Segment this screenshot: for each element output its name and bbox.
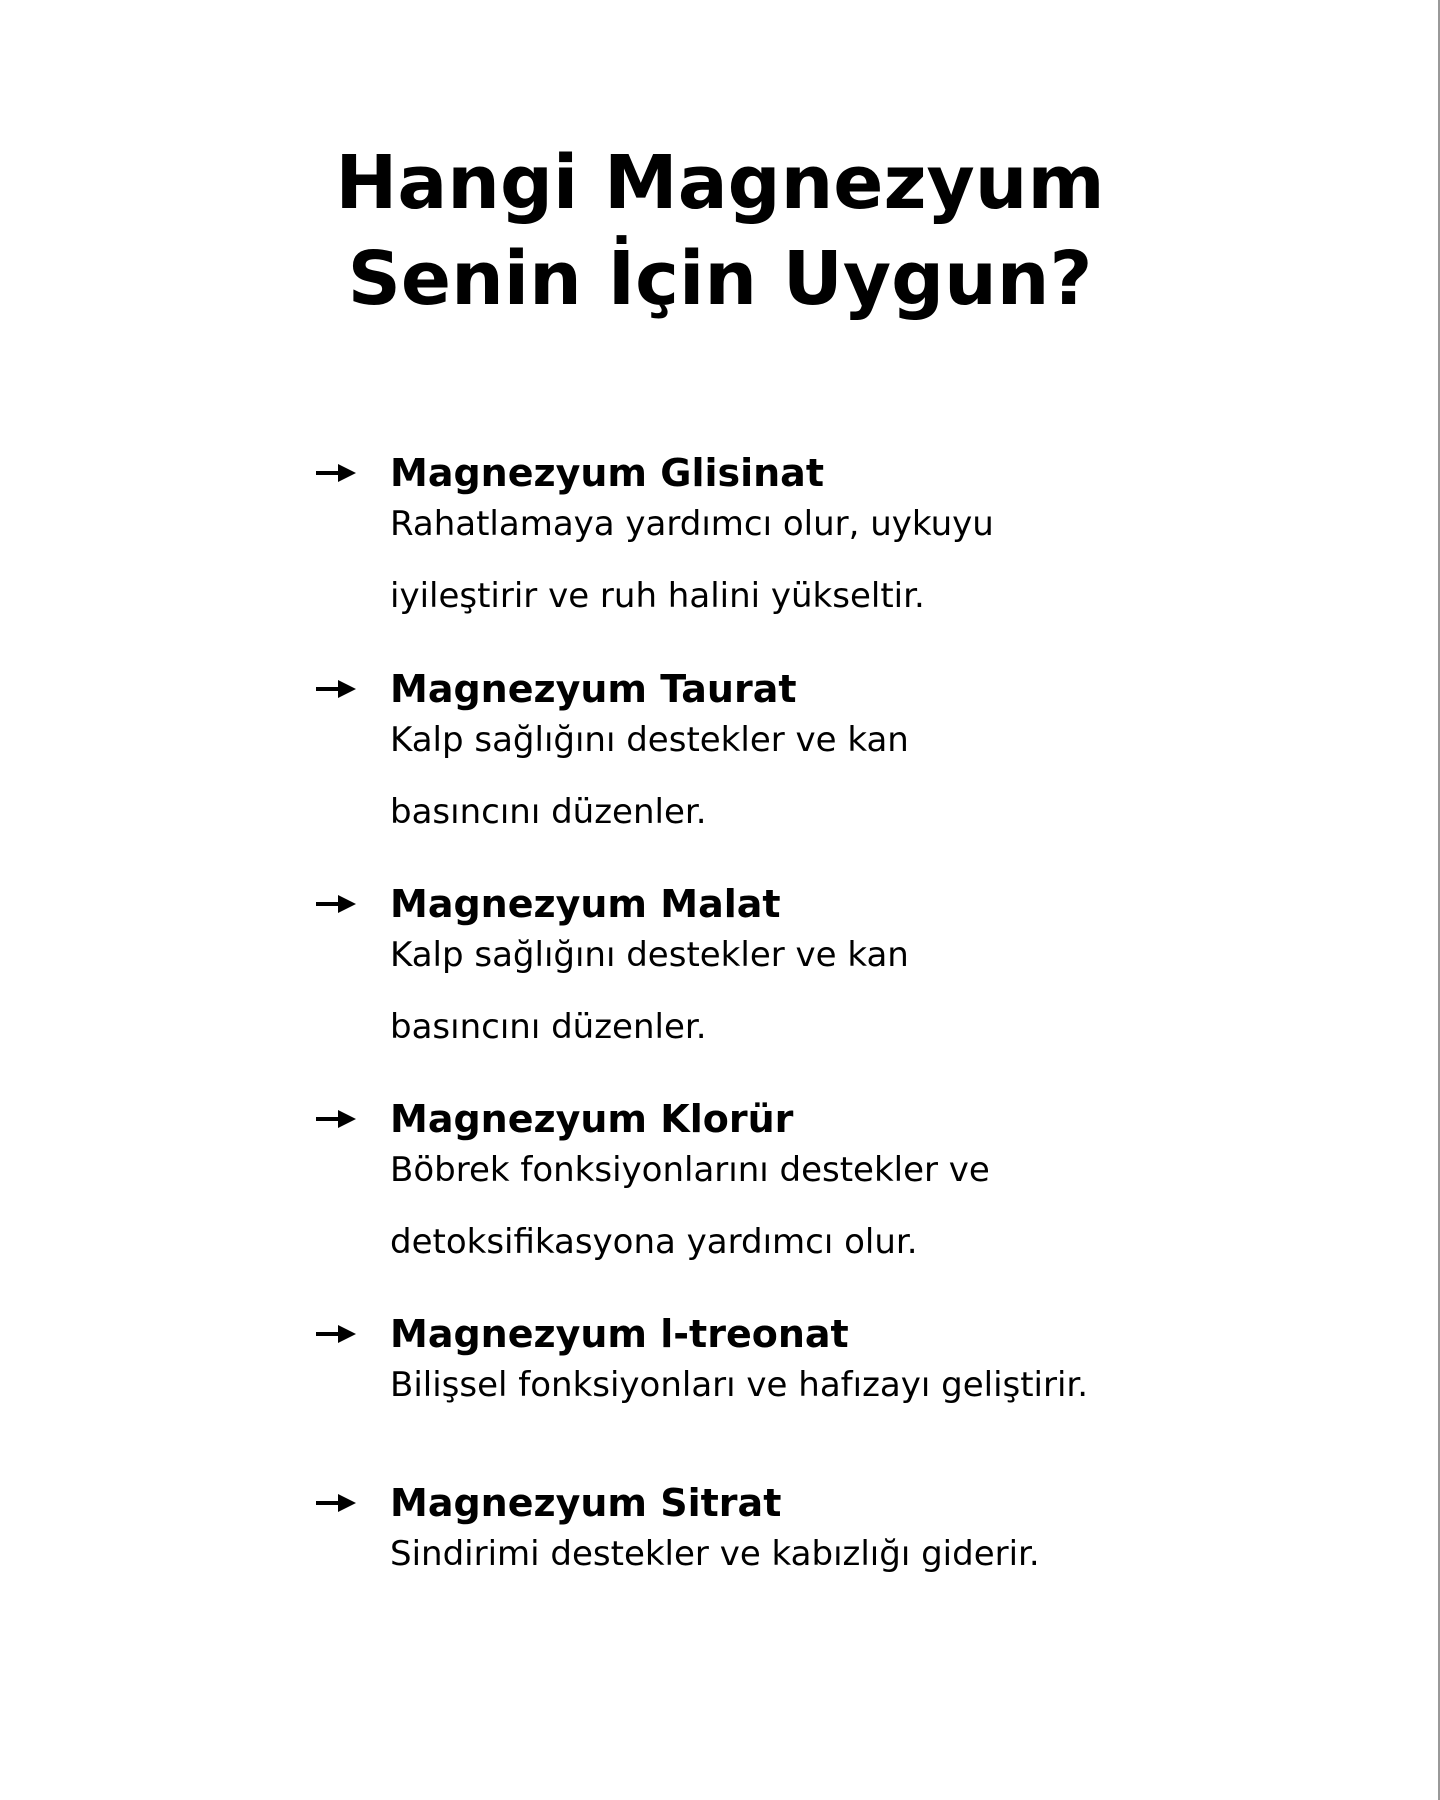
item-name: Magnezyum Taurat	[390, 667, 797, 711]
item-name: Magnezyum Malat	[390, 882, 781, 926]
item-description-line: Sindirimi destekler ve kabızlığı giderir.	[390, 1534, 1040, 1574]
page-title	[0, 135, 1440, 327]
item-description	[390, 1134, 1150, 1278]
item-description-line: Bilişsel fonksiyonları ve hafızayı geliştirir.	[390, 1365, 1089, 1405]
item-description	[390, 1518, 1150, 1590]
arrow-right-icon	[316, 1325, 356, 1343]
arrow-right-icon	[316, 680, 356, 698]
arrow-right-icon	[316, 895, 356, 913]
item-name: Magnezyum Glisinat	[390, 451, 824, 495]
item-description-line: basıncını düzenler.	[390, 792, 707, 832]
item-description	[390, 919, 1150, 1063]
item-description-line: Böbrek fonksiyonlarını destekler ve	[390, 1150, 990, 1190]
item-name: Magnezyum Sitrat	[390, 1481, 782, 1525]
item-description	[390, 1349, 1150, 1421]
item-description	[390, 704, 1150, 848]
title-line-1: Hangi Magnezyum	[335, 140, 1105, 226]
item-description-line: iyileştirir ve ruh halini yükseltir.	[390, 576, 925, 616]
arrow-right-icon	[316, 1110, 356, 1128]
arrow-right-icon	[316, 1494, 356, 1512]
item-description-line: Kalp sağlığını destekler ve kan	[390, 720, 909, 760]
item-description-line: detoksifikasyona yardımcı olur.	[390, 1222, 918, 1262]
item-name: Magnezyum Klorür	[390, 1097, 794, 1141]
item-description-line: Kalp sağlığını destekler ve kan	[390, 935, 909, 975]
item-description-line: Rahatlamaya yardımcı olur, uykuyu	[390, 504, 994, 544]
item-description	[390, 488, 1150, 632]
arrow-right-icon	[316, 464, 356, 482]
title-line-2: Senin İçin Uygun?	[347, 236, 1093, 322]
item-description-line: basıncını düzenler.	[390, 1007, 707, 1047]
item-name: Magnezyum l-treonat	[390, 1312, 849, 1356]
